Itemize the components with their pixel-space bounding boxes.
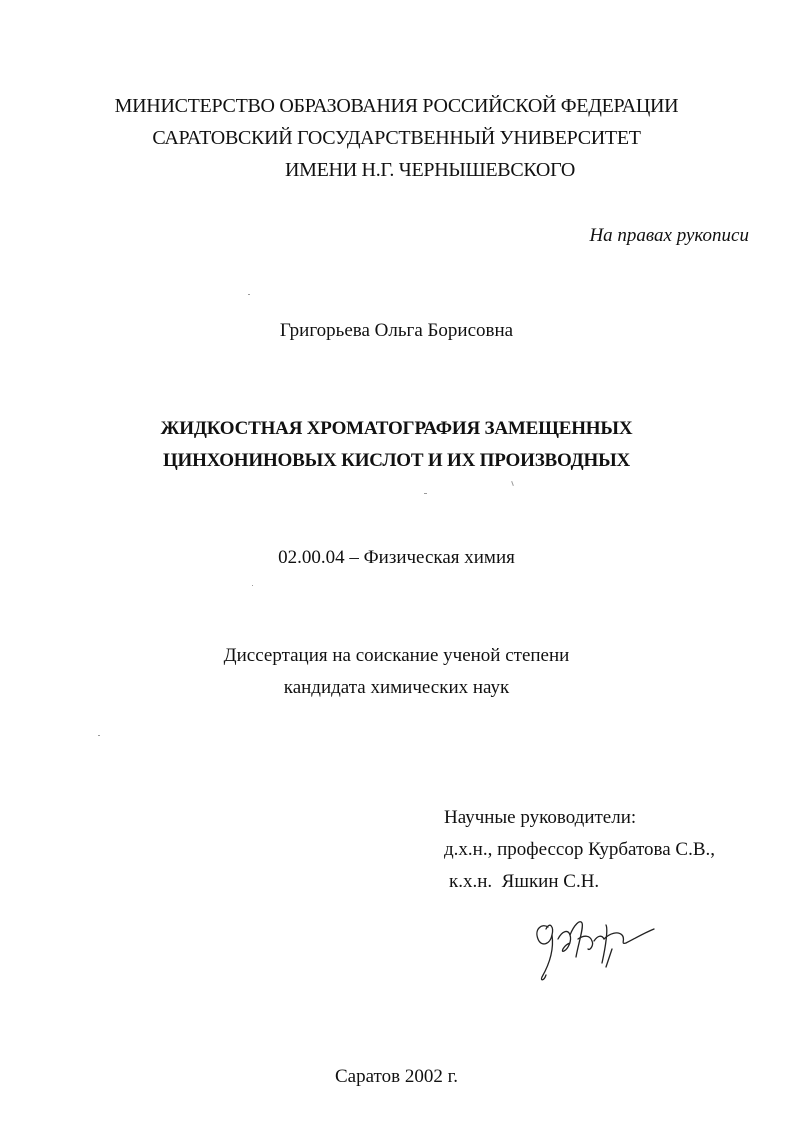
ministry-heading: МИНИСТЕРСТВО ОБРАЗОВАНИЯ РОССИЙСКОЙ ФЕДЕРАЦИИ (114, 95, 679, 117)
supervisor-first: д.х.н., профессор Курбатова С.В., (444, 839, 715, 860)
manuscript-note: На правах рукописи (589, 225, 749, 246)
scan-speck (252, 585, 253, 586)
scan-speck (98, 735, 100, 736)
supervisors-heading: Научные руководители: (444, 807, 637, 828)
dissertation-title-line-2: ЦИНХОНИНОВЫХ КИСЛОТ И ИХ ПРОИЗВОДНЫХ (162, 450, 631, 471)
scan-speck (248, 294, 250, 295)
supervisor-second: к.х.н. Яшкин С.Н. (449, 871, 600, 892)
scan-speck (424, 493, 427, 494)
degree-line-2: кандидата химических наук (283, 677, 510, 698)
handwritten-signature (528, 905, 656, 985)
specialty-code: 02.00.04 – Физическая химия (278, 547, 515, 568)
author-name: Григорьева Ольга Борисовна (279, 320, 514, 341)
university-heading: САРАТОВСКИЙ ГОСУДАРСТВЕННЫЙ УНИВЕРСИТЕТ (152, 127, 641, 149)
dissertation-title-line-1: ЖИДКОСТНАЯ ХРОМАТОГРАФИЯ ЗАМЕЩЕННЫХ (160, 418, 633, 439)
degree-line-1: Диссертация на соискание ученой степени (223, 645, 570, 666)
scan-speck (511, 481, 514, 486)
university-named-after: ИМЕНИ Н.Г. ЧЕРНЫШЕВСКОГО (285, 159, 575, 181)
city-year-footer: Саратов 2002 г. (335, 1066, 458, 1087)
